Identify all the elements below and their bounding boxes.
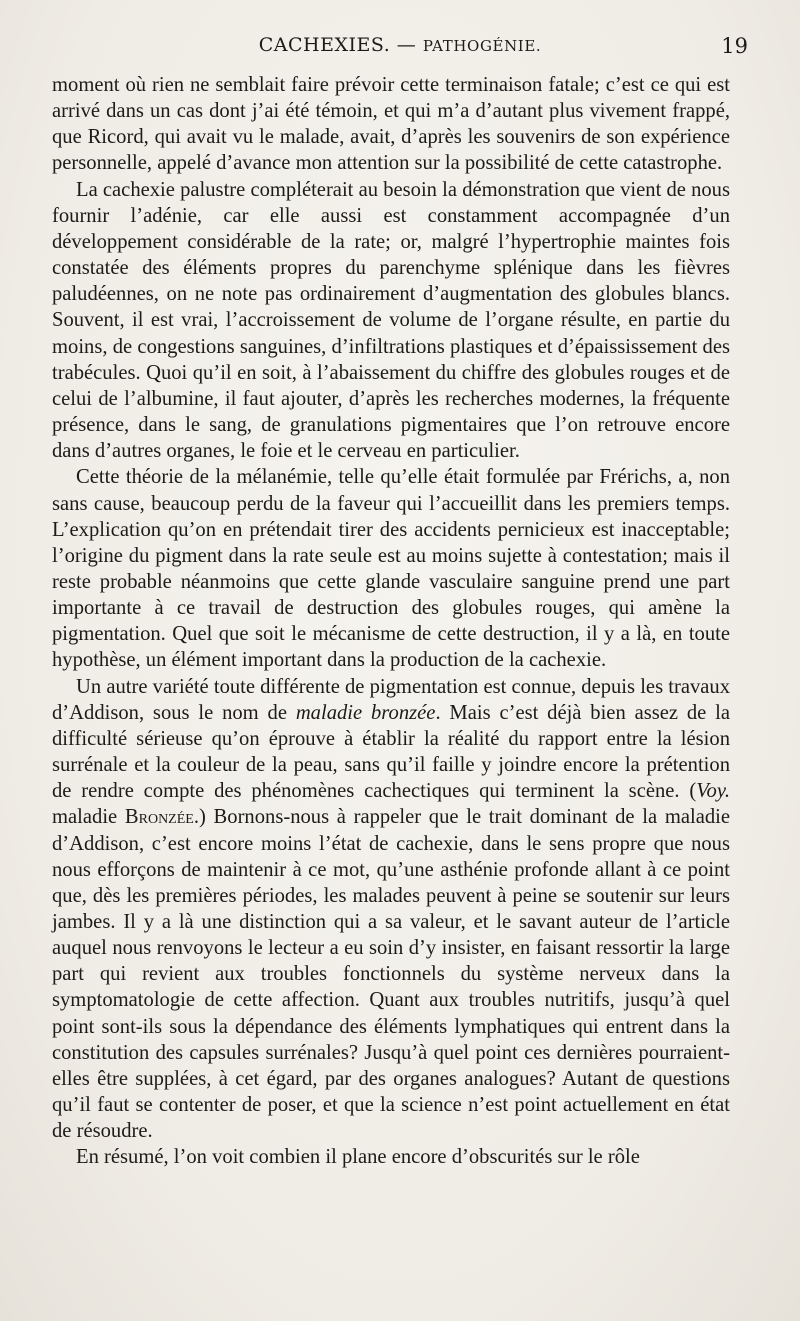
page-number: 19 [721,34,748,58]
italic-voy: Voy. [696,780,730,803]
paragraph-4-part-b: . Mais c’est déjà bien assez de la difficulté sérieuse qu’on éprouve à établir la réalité du rapport entre la lésion surrénale et la couleur de la peau, sans qu’il faille y joindre encore la prétention de rendre compte des phénomènes cachectiques qui terminent la scène. ( [52,701,730,803]
running-title [52,34,748,56]
paragraph-1: moment où rien ne semblait faire prévoir cette terminaison fatale; c’est ce qui est arrivé dans un cas dont j’ai été témoin, et qui m’a d’autant plus vivement frappé, que Ricord, qui avait vu le malade, avait, d’après les souvenirs de son expérience personnelle, appelé d’avance mon attention sur la possibilité de cette catastrophe. [52,74,730,175]
running-title-main: CACHEXIES. [258,34,391,56]
paragraph-4 [52,674,730,1145]
paragraph-5: En résumé, l’on voit combien il plane encore d’obscurités sur le rôle [76,1146,640,1169]
running-head [52,34,748,66]
paragraph-4-part-a: Un autre variété toute différente de pigmentation est connue, depuis les travaux d’Addison, sous le nom de [52,675,730,724]
paragraph-2: La cachexie palustre compléterait au besoin la démonstration que vient de nous fournir l’adénie, car elle aussi est constamment accompagnée d’un développement considérable de la rate; or, malgré l’hypertrophie maintes fois constatée des éléments propres du parenchyme splénique dans les fièvres paludéennes, on ne note pas ordinairement d’augmentation des globules blancs. Souvent, il est vrai, l’accroissement de volume de l’organe résulte, en partie du moins, de congestions sanguines, d’infiltrations plastiques et d’épaississement des trabécules. Quoi qu’il en soit, à l’abaissement du chiffre des globules rouges et de celui de l’albumine, il faut ajouter, d’après les recherches modernes, la fréquente présence, dans le sang, de granulations pigmentaires que l’on retrouve encore dans d’autres organes, le foie et le cerveau en particulier. [52,178,730,463]
paragraph-4-part-c: maladie [52,806,125,829]
small-caps-bronzee: Bronzée [124,806,194,829]
italic-term-maladie-bronzee: maladie bronzée [295,701,436,724]
paragraph-4-part-d: .) Bornons-nous à rappeler que le trait dominant de la maladie d’Addison, c’est encore moins l’état de cachexie, dans le sens propre que nous nous efforçons de maintenir à ce mot, qu’une asthénie profonde allant à ce point que, dès les premières périodes, les malades peuvent à peine se soutenir sur leurs jambes. Il y a là une distinction qui a sa valeur, et le savant auteur de l’article auquel nous renvoyons le lecteur a eu soin d’y insister, en faisant ressortir la large part qui revient aux troubles fonctionnels du système nerveux dans la symptomatologie de cette affection. Quant aux troubles nutritifs, jusqu’à quel point sont-ils sous la dépendance des éléments lymphatiques qui entrent dans la constitution des capsules surrénales? Jusqu’à quel point ces dernières pourraient-elles être supplées, à cet égard, par des organes analogues? Autant de questions qu’il faut se contenter de poser, et que la science n’est point actuellement en état de résoudre. [52,806,730,1143]
paragraph-3: Cette théorie de la mélanémie, telle qu’elle était formulée par Frérichs, a, non sans cause, beaucoup perdu de la faveur qui l’accueillit dans les premiers temps. L’explication qu’on en prétendait tirer des accidents pernicieux est inacceptable; l’origine du pigment dans la rate seule est au moins sujette à contestation; mais il reste probable néanmoins que cette glande vasculaire sanguine prend une part importante à ce travail de destruction des globules rouges, qui amène la pigmentation. Quel que soit le mécanisme de cette destruction, il y a là, en toute hypothèse, un élément important dans la production de la cachexie. [52,466,730,672]
running-title-dash: — [390,34,423,56]
body-text [52,72,730,1171]
running-title-sub: PATHOGÉNIE. [422,37,542,55]
